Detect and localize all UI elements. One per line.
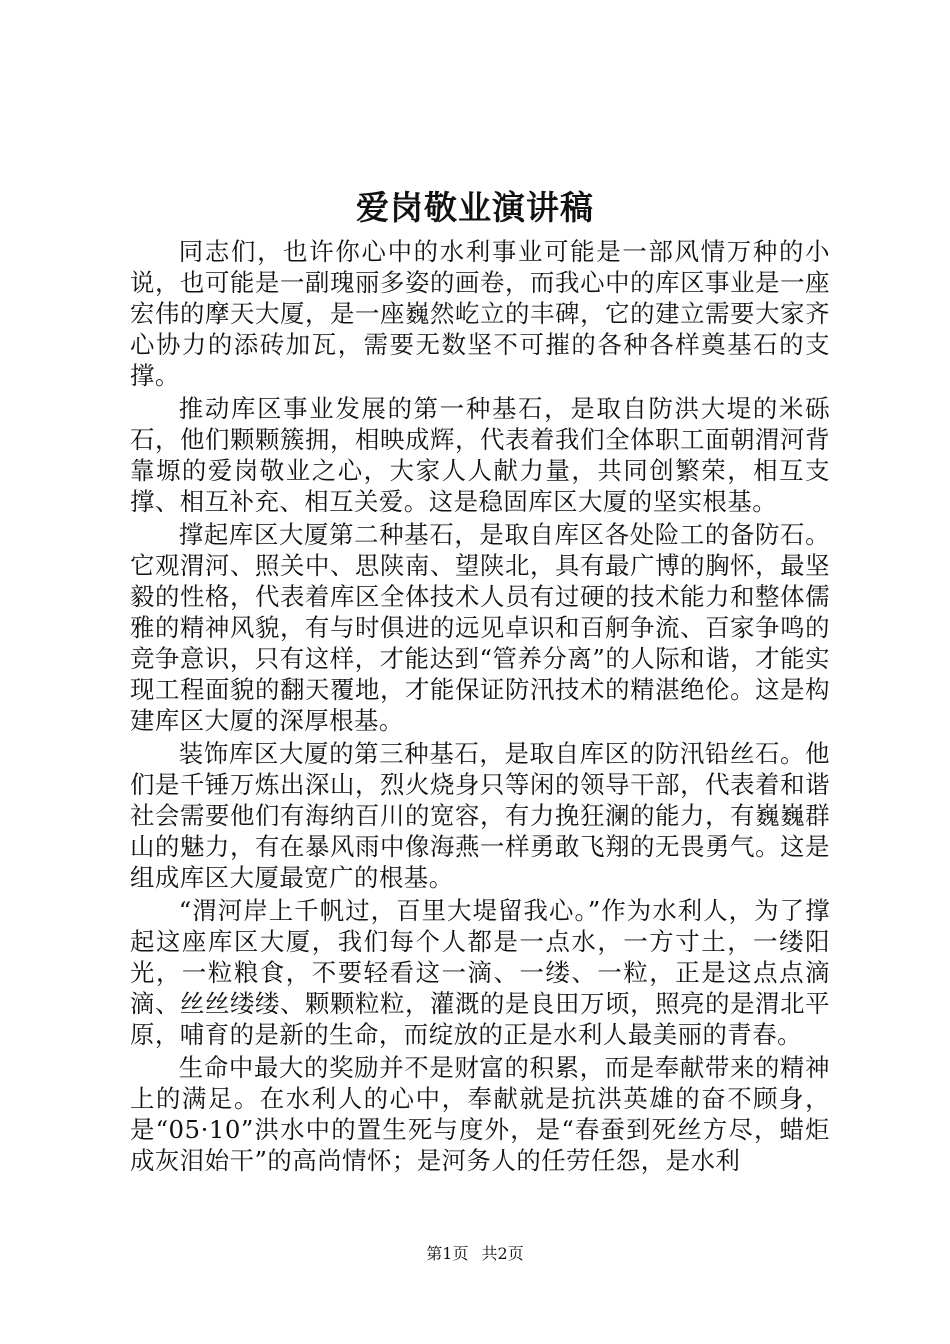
- page-footer: [0, 1243, 950, 1265]
- paragraph-5: “渭河岸上千帆过，百里大堤留我心。”作为水利人，为了撑起这座库区大厦，我们每个人都是一点水，一方寸土，一缕阳光，一粒粮食，不要轻看这一滴、一缕、一粒，正是这点点滴滴、丝丝缕缕、颗颗粒粒，灌溉的是良田万顷，照亮的是渭北平原，哺育的是新的生命，而绽放的正是水利人最美丽的青春。: [130, 896, 830, 1049]
- page-number: 第1页: [426, 1244, 469, 1263]
- document-title: 爱岗敬业演讲稿: [356, 188, 594, 227]
- paragraph-2: 推动库区事业发展的第一种基石，是取自防洪大堤的米砾石，他们颗颗簇拥，相映成辉，代表着我们全体职工面朝渭河背靠塬的爱岗敬业之心，大家人人献力量，共同创繁荣，相互支撑、相互补充、相互关爱。这是稳固库区大厦的坚实根基。: [130, 394, 830, 516]
- document-body: [130, 236, 830, 1176]
- paragraph-6: 生命中最大的奖励并不是财富的积累，而是奉献带来的精神上的满足。在水利人的心中，奉献就是抗洪英雄的奋不顾身，是“05·10”洪水中的置生死与度外，是“春蚕到死丝方尽，蜡炬成灰泪始干”的高尚情怀；是河务人的任劳任怨，是水利: [130, 1053, 830, 1175]
- page-total: 共2页: [481, 1244, 524, 1263]
- paragraph-1: 同志们，也许你心中的水利事业可能是一部风情万种的小说，也可能是一副瑰丽多姿的画卷，而我心中的库区事业是一座宏伟的摩天大厦，是一座巍然屹立的丰碑，它的建立需要大家齐心协力的添砖加瓦，需要无数坚不可摧的各种各样奠基石的支撑。: [130, 237, 830, 390]
- paragraph-4: 装饰库区大厦的第三种基石，是取自库区的防汛铅丝石。他们是千锤万炼出深山，烈火烧身只等闲的领导干部，代表着和谐社会需要他们有海纳百川的宽容，有力挽狂澜的能力，有巍巍群山的魅力，有在暴风雨中像海燕一样勇敢飞翔的无畏勇气。这是组成库区大厦最宽广的根基。: [130, 739, 830, 892]
- paragraph-3: 撑起库区大厦第二种基石，是取自库区各处险工的备防石。它观渭河、照关中、思陕南、望陕北，具有最广博的胸怀，最坚毅的性格，代表着库区全体技术人员有过硬的技术能力和整体儒雅的精神风貌，有与时俱进的远见卓识和百舸争流、百家争鸣的竞争意识，只有这样，才能达到“管养分离”的人际和谐，才能实现工程面貌的翻天覆地，才能保证防汛技术的精湛绝伦。这是构建库区大厦的深厚根基。: [130, 520, 830, 735]
